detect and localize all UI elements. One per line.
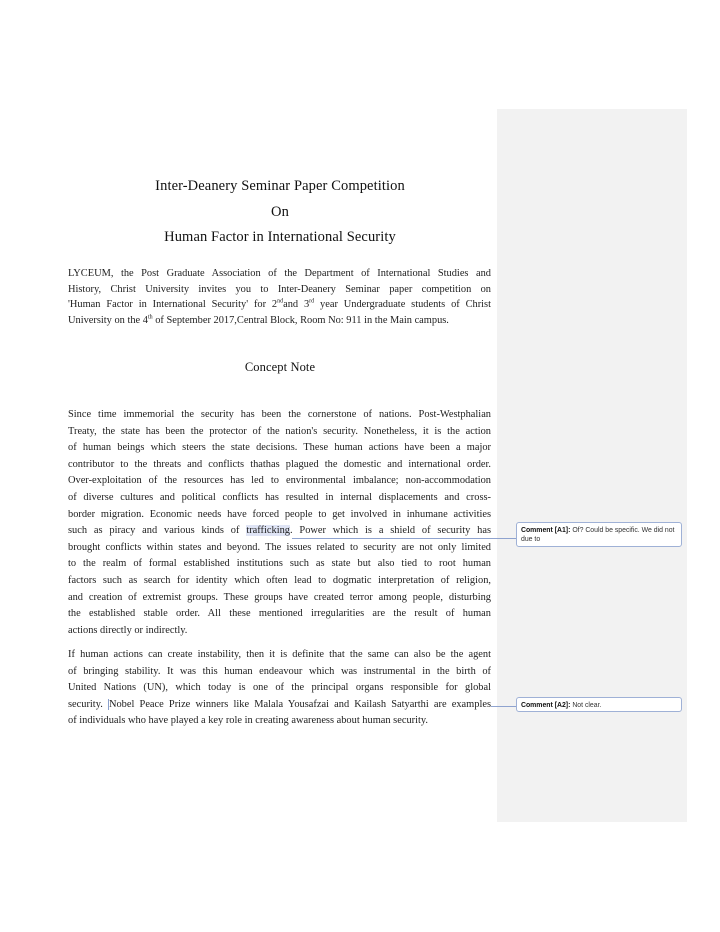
body-line: the established stable order. All these mentioned irregularities are the result of human xyxy=(68,608,491,620)
comment-balloon-a2[interactable] xyxy=(516,697,682,712)
comment-text: Of? Could be specific. We did not due to xyxy=(521,527,675,543)
body-line: United Nations (UN), which today is one of the principal organs responsible for global xyxy=(68,682,491,694)
body-line: and creation of extremist groups. These groups have created terror among people, disturbing xyxy=(68,591,491,603)
comment-anchor-a1[interactable]: trafficking xyxy=(246,525,290,537)
comment-text: Not clear. xyxy=(572,702,602,709)
body-line: of diverse cultures and political conflicts has resulted in internal displacements and cross- xyxy=(68,491,491,503)
body-line: of bringing stability. It was this human endeavour which was instrumental in the birth of xyxy=(68,665,491,677)
doc-title: Inter-Deanery Seminar Paper Competition xyxy=(155,178,405,194)
comment-balloon-a1[interactable] xyxy=(516,522,682,547)
body-line: Treaty, the state has been the protector of the nation's security. Nonetheless, it is the action xyxy=(68,425,491,437)
intro-line: LYCEUM, the Post Graduate Association of the Department of International Studies and xyxy=(68,268,491,279)
body-line: brought conflicts within states and beyond. The issues related to security are not only limited xyxy=(68,541,491,553)
body-paragraph-1 xyxy=(68,407,491,639)
body-line: border migration. Economic needs have forced people to get involved in inhumane activities xyxy=(68,508,491,520)
comment-label: Comment [A2]: xyxy=(521,702,571,709)
body-line: actions directly or indirectly. xyxy=(68,624,188,636)
body-line: of human beings which steers the state decisions. These human actions have been a major xyxy=(68,442,491,454)
body-line: If human actions can create instability, then it is definite that the same can also be the agent xyxy=(68,649,491,660)
intro-paragraph xyxy=(68,266,491,328)
body-line: such as piracy and various kinds of trafficking. Power which is a shield of security has xyxy=(68,525,491,537)
body-line: security. Nobel Peace Prize winners like Malala Yousafzai and Kailash Satyarthi are examples xyxy=(68,698,491,710)
body-line: contributor to the threats and conflicts thathas plagued the domestic and international order. xyxy=(68,458,491,470)
comment-pane xyxy=(497,109,687,822)
body-line: Since time immemorial the security has been the cornerstone of nations. Post-Westphalian xyxy=(68,409,491,420)
body-line: Over-exploitation of the resources has led to environmental imbalance; non-accommodation xyxy=(68,475,491,487)
doc-subtitle: Human Factor in International Security xyxy=(164,229,396,245)
doc-title-on: On xyxy=(271,204,289,220)
body-paragraph-2 xyxy=(68,647,491,730)
comment-anchor-a2[interactable]: Nobel Peace Prize winners like Malala Yousafzai and Kailash Satyarthi are examples xyxy=(108,698,491,710)
comment-connector xyxy=(292,538,516,539)
concept-heading: Concept Note xyxy=(244,360,316,374)
intro-line: University on the 4th of September 2017,Central Block, Room No: 911 in the Main campus. xyxy=(68,314,449,326)
comment-connector xyxy=(491,706,516,707)
body-line: of individuals who have played a key role in creating awareness about human security. xyxy=(68,715,428,727)
intro-line: 'Human Factor in International Security' for 2ndand 3rd year Undergraduate students of Christ xyxy=(68,298,491,310)
body-line: to the realm of formal established institutions such as state but also tied to root human xyxy=(68,558,491,570)
intro-line: History, Christ University invites you to Inter-Deanery Seminar paper competition on xyxy=(68,283,491,295)
body-line: factors such as search for identity which often lead to dogmatic interpretation of religion, xyxy=(68,574,491,586)
comment-label: Comment [A1]: xyxy=(521,527,571,534)
